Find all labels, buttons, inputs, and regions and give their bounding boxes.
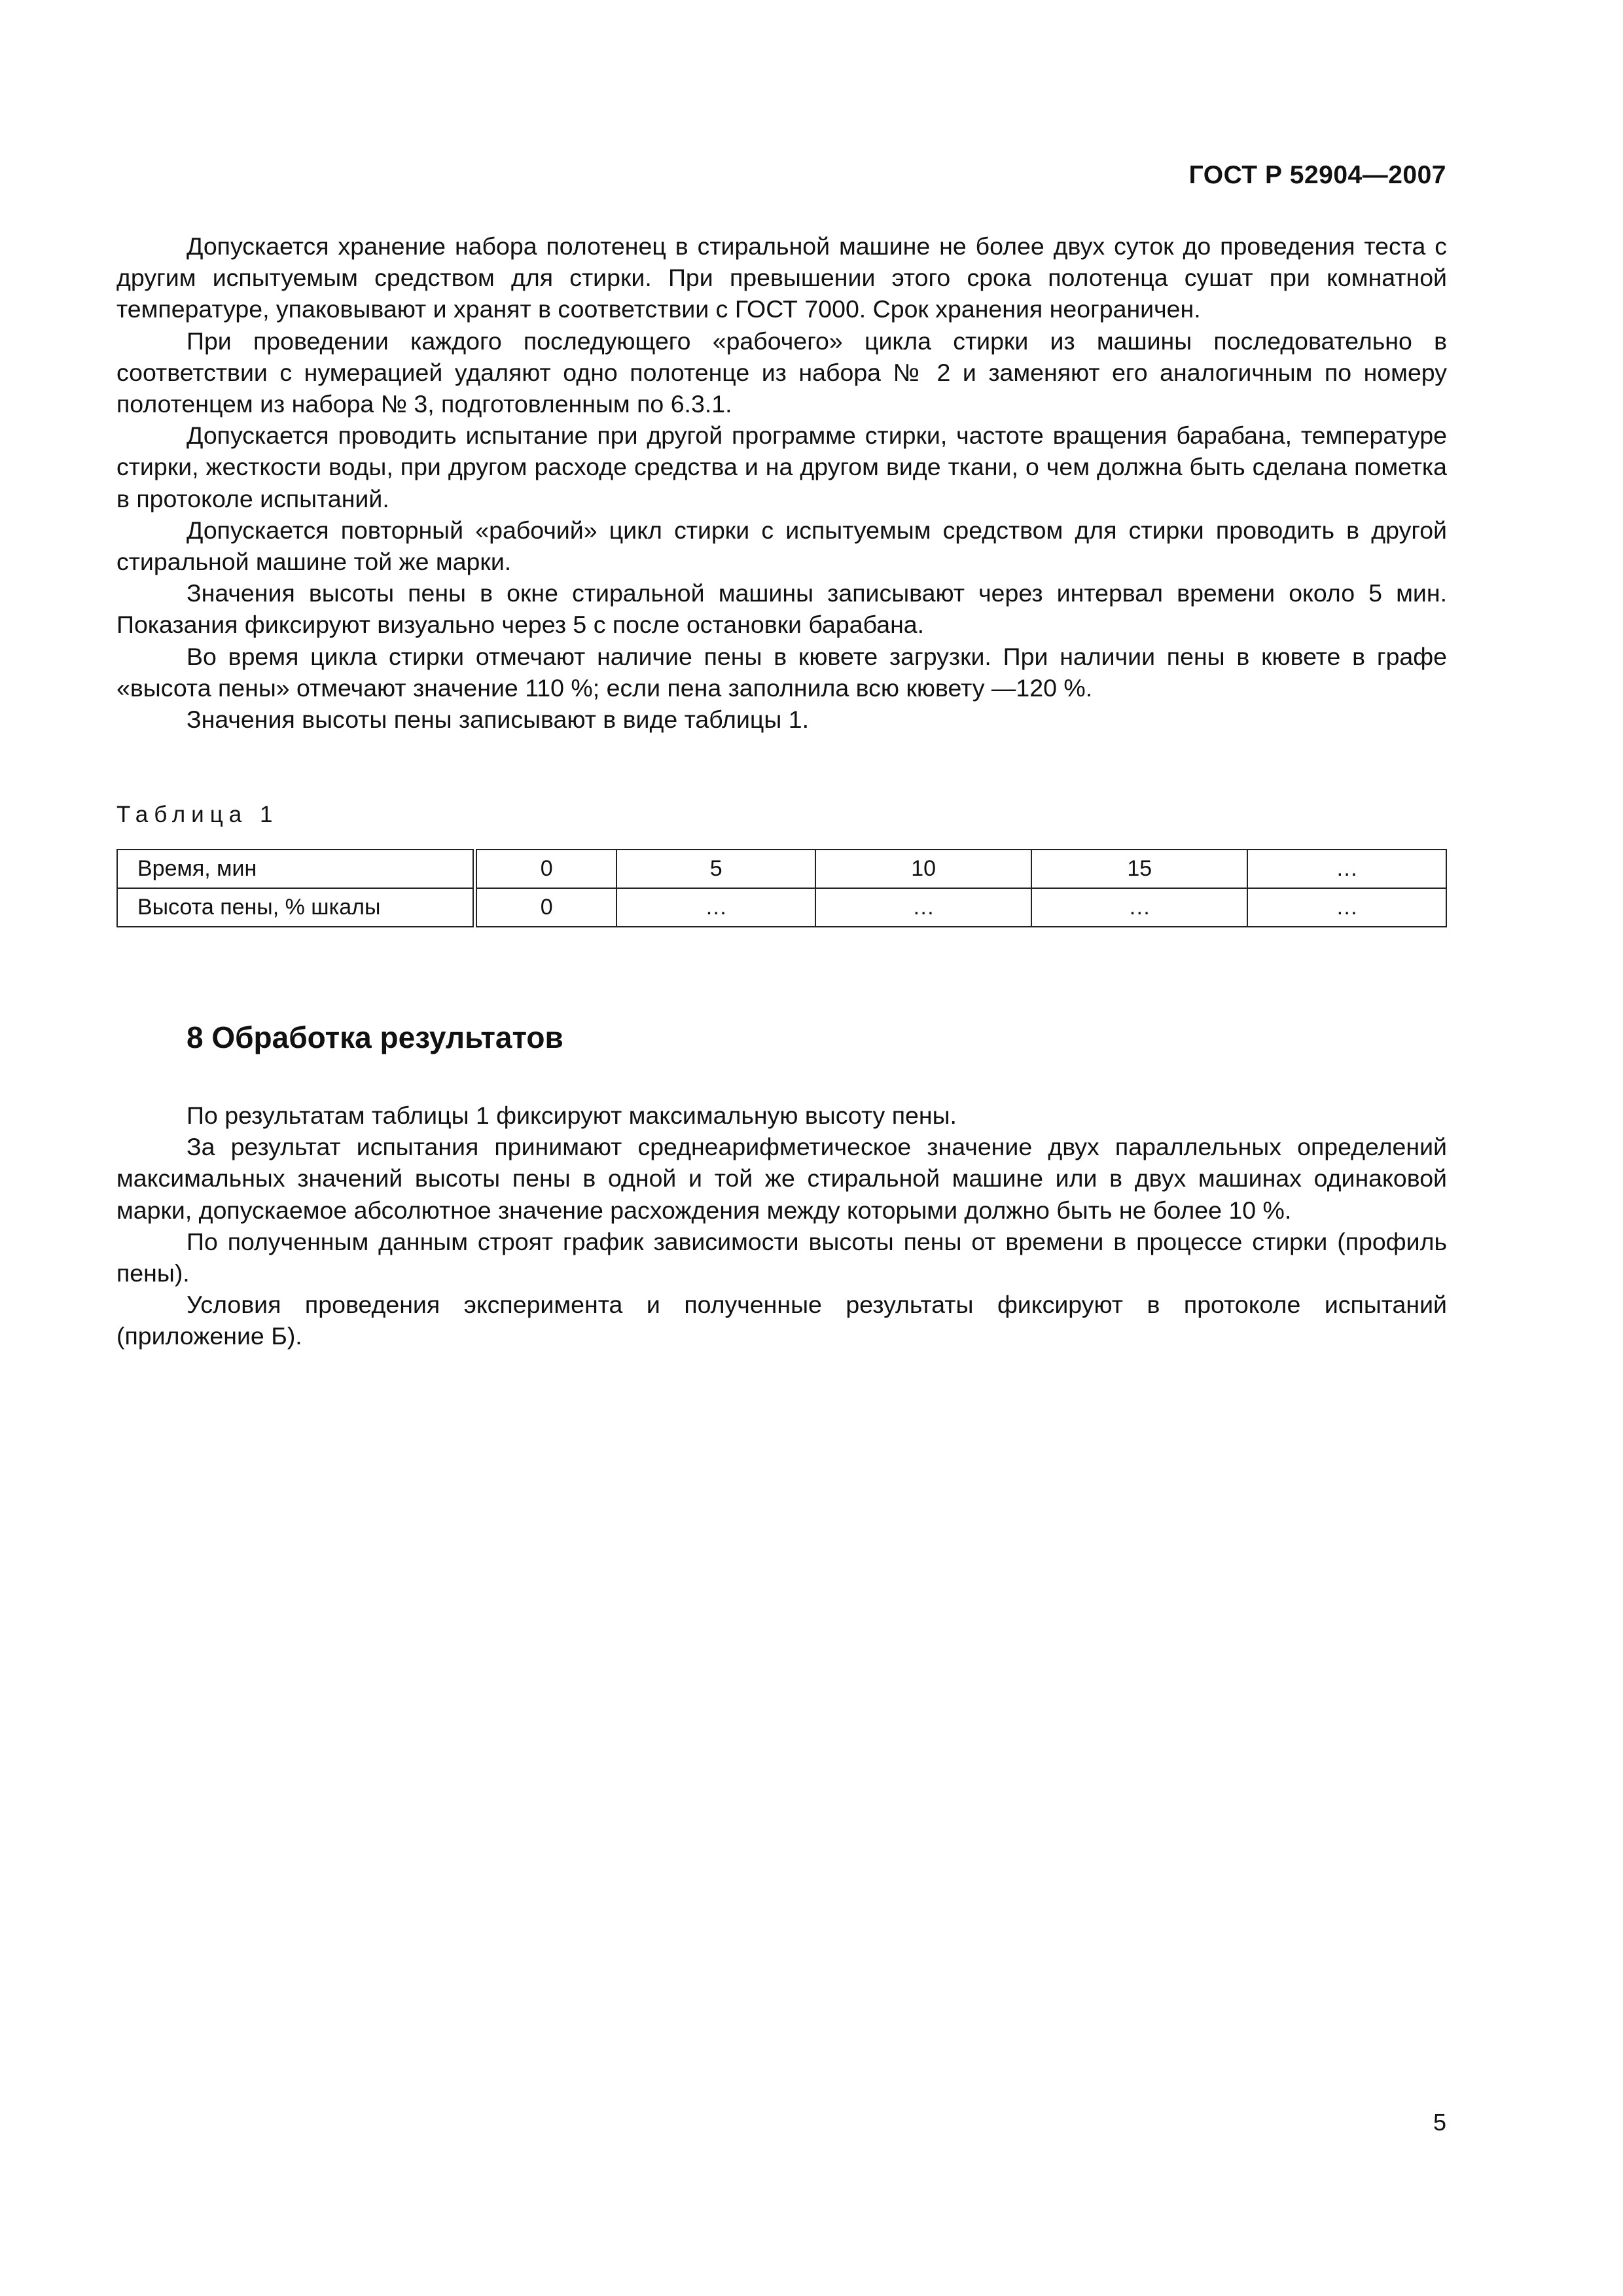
- table-cell: …: [1247, 888, 1446, 927]
- paragraph: Допускается повторный «рабочий» цикл стирки с испытуемым средством для стирки проводить в другой стиральной машине той же марки.: [116, 516, 1447, 576]
- body-text-section: [116, 1100, 1447, 1352]
- table-cell: 5: [616, 850, 815, 888]
- foam-height-table: [116, 849, 1447, 927]
- section-heading: 8 Обработка результатов: [187, 1020, 563, 1054]
- paragraph: Значения высоты пены в окне стиральной машины записывают через интервал времени около 5 мин. Показания фиксируют визуально через 5 с после остановки барабана.: [116, 579, 1447, 639]
- page-number: 5: [1433, 2109, 1446, 2136]
- document-code: ГОСТ Р 52904—2007: [1188, 161, 1446, 189]
- paragraph: По результатам таблицы 1 фиксируют максимальную высоту пены.: [187, 1102, 957, 1129]
- paragraph: Значения высоты пены записывают в виде таблицы 1.: [187, 706, 810, 734]
- paragraph: Условия проведения эксперимента и полученные результаты фиксируют в протоколе испытаний (приложение Б).: [116, 1291, 1447, 1350]
- table-row: [117, 888, 1446, 927]
- paragraph: Во время цикла стирки отмечают наличие пены в кювете загрузки. При наличии пены в кювете в графе «высота пены» отмечают значение 110 %; если пена заполнила всю кювету —120 %.: [116, 642, 1447, 702]
- table-cell: …: [815, 888, 1031, 927]
- body-text-top: [116, 230, 1447, 735]
- row-header: Время, мин: [117, 850, 475, 888]
- paragraph: За результат испытания принимают среднеарифметическое значение двух параллельных определений максимальных значений высоты пены в одной и той же стиральной машине или в двух машинах одинаковой марки, допускаемое абсолютное значение расхождения между которыми должно быть не более 10 %.: [116, 1133, 1447, 1224]
- table-cell: …: [1031, 888, 1247, 927]
- paragraph: Допускается хранение набора полотенец в стиральной машине не более двух суток до проведения теста с другим испытуемым средством для стирки. При превышении этого срока полотенца сушат при комнатной температуре, упаковывают и хранят в соответствии с ГОСТ 7000. Срок хранения неограничен.: [116, 232, 1447, 323]
- paragraph: При проведении каждого последующего «рабочего» цикла стирки из машины последовательно в соответствии с нумерацией удаляют одно полотенце из набора № 2 и заменяют его аналогичным по номеру полотенцем из набора № 3, подготовленным по 6.3.1.: [116, 327, 1447, 418]
- table-caption: Таблица 1: [116, 802, 279, 827]
- table-cell: 0: [475, 888, 617, 927]
- table-cell: 15: [1031, 850, 1247, 888]
- table-cell: 0: [475, 850, 617, 888]
- table-cell: …: [616, 888, 815, 927]
- row-header: Высота пены, % шкалы: [117, 888, 475, 927]
- table-cell: …: [1247, 850, 1446, 888]
- table-cell: 10: [815, 850, 1031, 888]
- table-row: [117, 850, 1446, 888]
- paragraph: Допускается проводить испытание при другой программе стирки, частоте вращения барабана, температуре стирки, жесткости воды, при другом расходе средства и на другом виде ткани, о чем должна быть сделана пометка в протоколе испытаний.: [116, 422, 1447, 512]
- paragraph: По полученным данным строят график зависимости высоты пены от времени в процессе стирки (профиль пены).: [116, 1227, 1447, 1287]
